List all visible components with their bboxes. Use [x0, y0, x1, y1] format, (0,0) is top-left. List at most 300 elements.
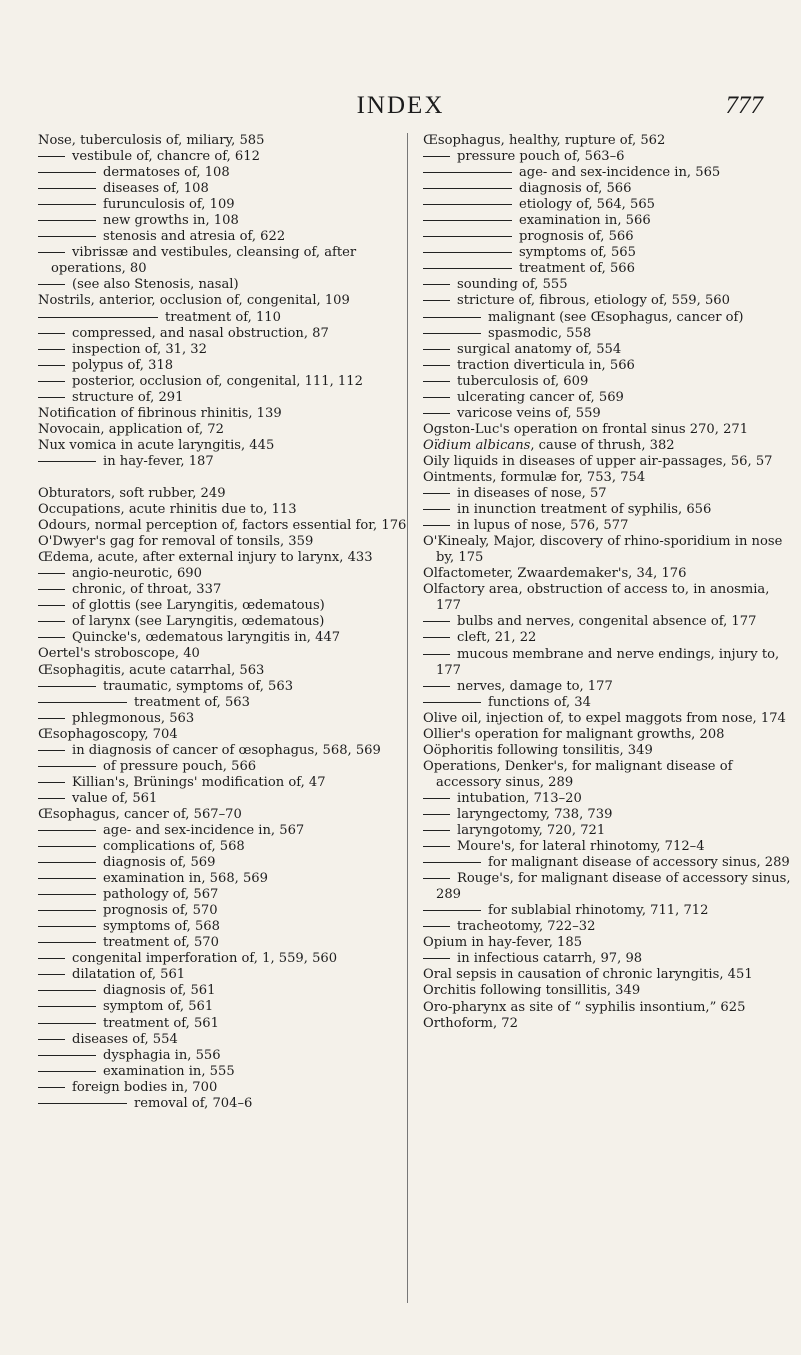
repeat-dash	[423, 413, 450, 414]
entry-text: examination in, 555	[103, 1063, 235, 1079]
entry-text: Novocain, application of, 72	[38, 421, 224, 437]
entry-text: tuberculosis of, 609	[457, 373, 589, 389]
index-entry	[38, 630, 408, 646]
entry-text: surgical anatomy of, 554	[457, 341, 622, 357]
index-entry	[38, 197, 408, 213]
index-entry	[38, 1032, 408, 1048]
index-entry	[423, 518, 793, 534]
index-entry	[38, 550, 408, 566]
repeat-dash	[38, 461, 96, 462]
index-entry	[423, 438, 793, 454]
repeat-dash	[38, 718, 65, 719]
repeat-dash	[423, 846, 450, 847]
index-entry	[38, 566, 408, 582]
index-entry	[423, 759, 793, 791]
entry-text: age- and sex-incidence in, 565	[519, 165, 721, 181]
index-entry	[423, 1000, 793, 1016]
index-entry	[38, 245, 408, 277]
repeat-dash	[38, 910, 96, 911]
entry-text: value of, 561	[72, 790, 158, 806]
entry-text: Notification of fibrinous rhinitis, 139	[38, 405, 282, 421]
page-number: 777	[725, 92, 763, 119]
entry-text: of glottis (see Laryngitis, œdematous)	[72, 598, 325, 614]
repeat-dash	[38, 637, 65, 638]
repeat-dash	[423, 365, 450, 366]
entry-text: Œsophagus, cancer of, 567–70	[38, 806, 242, 822]
index-entry	[38, 614, 408, 630]
index-entry	[423, 951, 793, 967]
entry-text: for sublabial rhinotomy, 711, 712	[488, 903, 709, 919]
repeat-dash	[38, 204, 96, 205]
entry-text: inspection of, 31, 32	[72, 341, 207, 357]
index-entry	[423, 390, 793, 406]
repeat-dash	[38, 1087, 65, 1088]
entry-text: (see also Stenosis, nasal)	[72, 277, 239, 293]
entry-text: dilatation of, 561	[72, 967, 186, 983]
index-entry	[38, 213, 408, 229]
index-entry	[38, 374, 408, 390]
index-entry	[38, 342, 408, 358]
entry-text: Rouge's, for malignant disease of accessory sinus, 289	[436, 871, 791, 903]
index-entry	[38, 759, 408, 775]
repeat-dash	[38, 1006, 96, 1007]
repeat-dash	[423, 236, 512, 237]
repeat-dash	[38, 1023, 96, 1024]
index-entry	[38, 1096, 408, 1112]
entry-text: in inunction treatment of syphilis, 656	[457, 502, 712, 518]
index-entry	[423, 630, 793, 646]
index-entry	[38, 967, 408, 983]
entry-text: Killian's, Brünings' modification of, 47	[72, 774, 326, 790]
repeat-dash	[38, 766, 96, 767]
entry-text: Nostrils, anterior, occlusion of, congenital, 109	[38, 293, 350, 309]
repeat-dash	[38, 333, 65, 334]
index-entry	[38, 598, 408, 614]
entry-text: bulbs and nerves, congenital absence of, 177	[457, 614, 757, 630]
repeat-dash	[38, 621, 65, 622]
repeat-dash	[423, 958, 450, 959]
index-entry	[423, 823, 793, 839]
entry-text: functions of, 34	[488, 694, 591, 710]
index-entry	[38, 277, 408, 293]
entry-text: prognosis of, 570	[103, 903, 218, 919]
index-entry	[38, 807, 408, 823]
repeat-dash	[423, 862, 481, 863]
entry-text: stricture of, fibrous, etiology of, 559, 560	[457, 293, 730, 309]
index-entry	[423, 534, 793, 566]
entry-text: Moure's, for lateral rhinotomy, 712–4	[457, 839, 705, 855]
index-entry	[423, 903, 793, 919]
index-entry	[38, 326, 408, 342]
entry-text: mucous membrane and nerve endings, injury to, 177	[436, 646, 780, 678]
repeat-dash	[38, 782, 65, 783]
index-entry	[38, 1048, 408, 1064]
entry-text: Œdema, acute, after external injury to larynx, 433	[38, 550, 373, 566]
repeat-dash	[423, 926, 450, 927]
entry-text: in infectious catarrh, 97, 98	[457, 951, 643, 967]
repeat-dash	[38, 220, 96, 221]
index-entry	[423, 470, 793, 486]
index-entry	[423, 406, 793, 422]
index-entry	[38, 983, 408, 999]
index-entry	[423, 967, 793, 983]
entry-text: spasmodic, 558	[488, 325, 592, 341]
entry-text: traumatic, symptoms of, 563	[103, 678, 294, 694]
entry-text: Œsophagitis, acute catarrhal, 563	[38, 662, 265, 678]
entry-text: Orthoform, 72	[423, 1015, 518, 1031]
repeat-dash	[423, 686, 450, 687]
entry-text: treatment of, 561	[103, 1015, 219, 1031]
entry-text: stenosis and atresia of, 622	[103, 229, 286, 245]
entry-text: vestibule of, chancre of, 612	[72, 149, 260, 165]
repeat-dash	[38, 798, 65, 799]
entry-text: Quincke's, œdematous laryngitis in, 447	[72, 630, 341, 646]
entry-text: nerves, damage to, 177	[457, 678, 613, 694]
entry-text: Olfactory area, obstruction of access to, in anosmia, 177	[423, 582, 770, 614]
index-entry	[38, 438, 408, 454]
repeat-dash	[423, 317, 481, 318]
repeat-dash	[423, 814, 450, 815]
repeat-dash	[423, 910, 481, 911]
index-entry	[423, 181, 793, 197]
index-entry	[38, 1080, 408, 1096]
repeat-dash	[423, 525, 450, 526]
index-entry	[423, 695, 793, 711]
repeat-dash	[423, 204, 512, 205]
entry-text: examination in, 566	[519, 213, 651, 229]
repeat-dash	[38, 830, 96, 831]
entry-text: Ointments, formulæ for, 753, 754	[423, 469, 646, 485]
index-entry	[38, 823, 408, 839]
index-entry	[423, 245, 793, 261]
entry-text: pressure pouch of, 563–6	[457, 149, 625, 165]
repeat-dash	[38, 349, 65, 350]
index-entry	[38, 406, 408, 422]
entry-text: intubation, 713–20	[457, 790, 582, 806]
repeat-dash	[38, 573, 65, 574]
repeat-dash	[38, 846, 96, 847]
entry-text: Opium in hay-fever, 185	[423, 935, 583, 951]
index-entry	[423, 374, 793, 390]
index-entry	[423, 727, 793, 743]
index-entry	[38, 133, 408, 149]
index-entry	[423, 983, 793, 999]
entry-text: treatment of, 110	[165, 309, 281, 325]
repeat-dash	[423, 702, 481, 703]
index-entry	[38, 310, 408, 326]
entry-text: cleft, 21, 22	[457, 630, 537, 646]
entry-text: vibrissæ and vestibules, cleansing of, after operations, 80	[51, 245, 357, 277]
entry-text: pathology of, 567	[103, 887, 219, 903]
entry-text: polypus of, 318	[72, 357, 174, 373]
index-entry	[38, 711, 408, 727]
repeat-dash	[38, 252, 65, 253]
index-entry	[38, 1064, 408, 1080]
entry-text: Odours, normal perception of, factors essential for, 176	[38, 518, 407, 534]
index-entry	[423, 582, 793, 614]
repeat-dash	[38, 172, 96, 173]
entry-text: Olive oil, injection of, to expel maggots from nose, 174	[423, 710, 786, 726]
page-header	[0, 92, 801, 126]
index-entry	[38, 486, 408, 502]
entry-text: Oral sepsis in causation of chronic laryngitis, 451	[423, 967, 753, 983]
index-entry	[38, 1016, 408, 1032]
index-entry	[423, 310, 793, 326]
column-divider	[407, 133, 408, 1303]
repeat-dash	[38, 1039, 65, 1040]
repeat-dash	[423, 493, 450, 494]
repeat-dash	[423, 300, 450, 301]
index-entry	[38, 502, 408, 518]
entry-text: Occupations, acute rhinitis due to, 113	[38, 502, 297, 518]
index-entry	[38, 695, 408, 711]
repeat-dash	[423, 621, 450, 622]
index-entry	[38, 646, 408, 662]
index-entry	[38, 518, 408, 534]
repeat-dash	[38, 862, 96, 863]
entry-text: tracheotomy, 722–32	[457, 919, 596, 935]
repeat-dash	[38, 284, 65, 285]
repeat-dash	[38, 188, 96, 189]
index-entry	[423, 614, 793, 630]
entry-text: ulcerating cancer of, 569	[457, 389, 624, 405]
repeat-dash	[423, 878, 450, 879]
index-entry	[423, 871, 793, 903]
index-entry	[38, 903, 408, 919]
repeat-dash	[38, 894, 96, 895]
entry-text: in lupus of nose, 576, 577	[457, 518, 629, 534]
entry-text: diseases of, 108	[103, 181, 209, 197]
index-column-left	[38, 133, 408, 1112]
repeat-dash	[38, 397, 65, 398]
entry-text: diagnosis of, 566	[519, 181, 632, 197]
index-entry	[38, 390, 408, 406]
index-entry	[423, 807, 793, 823]
index-entry	[423, 743, 793, 759]
entry-text: Oily liquids in diseases of upper air-passages, 56, 57	[423, 453, 773, 469]
repeat-dash	[38, 702, 127, 703]
entry-text: Œsophagus, healthy, rupture of, 562	[423, 133, 666, 148]
entry-text: laryngectomy, 738, 739	[457, 806, 613, 822]
index-entry	[38, 422, 408, 438]
entry-text: Ollier's operation for malignant growths, 208	[423, 726, 725, 742]
repeat-dash	[423, 252, 512, 253]
repeat-dash	[423, 830, 450, 831]
repeat-dash	[423, 349, 450, 350]
entry-text: Nose, tuberculosis of, miliary, 585	[38, 133, 265, 148]
repeat-dash	[423, 188, 512, 189]
entry-text: dermatoses of, 108	[103, 165, 230, 181]
index-entry	[423, 791, 793, 807]
repeat-dash	[38, 365, 65, 366]
entry-text: sounding of, 555	[457, 277, 568, 293]
entry-text: laryngotomy, 720, 721	[457, 823, 606, 839]
entry-text: examination in, 568, 569	[103, 871, 268, 887]
entry-text: symptoms of, 568	[103, 919, 220, 935]
repeat-dash	[38, 381, 65, 382]
entry-text: Operations, Denker's, for malignant disease of accessory sinus, 289	[423, 758, 733, 790]
entry-text: chronic, of throat, 337	[72, 582, 222, 598]
entry-text: varicose veins of, 559	[457, 405, 601, 421]
entry-text: diagnosis of, 569	[103, 855, 216, 871]
repeat-dash	[423, 172, 512, 173]
index-entry	[38, 887, 408, 903]
entry-text: dysphagia in, 556	[103, 1047, 221, 1063]
repeat-dash	[38, 926, 96, 927]
entry-text: Olfactometer, Zwaardemaker's, 34, 176	[423, 566, 687, 582]
index-entry	[38, 149, 408, 165]
repeat-dash	[38, 958, 65, 959]
entry-text: of larynx (see Laryngitis, œdematous)	[72, 614, 325, 630]
index-entry	[38, 229, 408, 245]
entry-text: removal of, 704–6	[134, 1095, 253, 1111]
repeat-dash	[423, 509, 450, 510]
entry-text: diagnosis of, 561	[103, 983, 216, 999]
index-entry	[423, 149, 793, 165]
index-entry	[38, 663, 408, 679]
index-entry	[38, 935, 408, 951]
repeat-dash	[423, 798, 450, 799]
entry-text: posterior, occlusion of, congenital, 111, 112	[72, 373, 363, 389]
index-entry	[423, 855, 793, 871]
entry-text: in diseases of nose, 57	[457, 486, 607, 502]
entry-text: symptoms of, 565	[519, 245, 636, 261]
entry-text: new growths in, 108	[103, 213, 239, 229]
index-entry	[38, 727, 408, 743]
repeat-dash	[38, 1071, 96, 1072]
index-entry	[423, 647, 793, 679]
index-entry	[423, 566, 793, 582]
entry-text: treatment of, 566	[519, 261, 635, 277]
entry-text: angio-neurotic, 690	[72, 566, 202, 582]
entry-text: compressed, and nasal obstruction, 87	[72, 325, 329, 341]
repeat-dash	[423, 381, 450, 382]
entry-text: Œsophagoscopy, 704	[38, 726, 178, 742]
index-entry	[423, 213, 793, 229]
entry-text: congenital imperforation of, 1, 559, 560	[72, 951, 338, 967]
index-entry	[423, 839, 793, 855]
repeat-dash	[38, 1103, 127, 1104]
index-entry	[38, 999, 408, 1015]
repeat-dash	[423, 397, 450, 398]
entry-text: Ogston-Luc's operation on frontal sinus 270, 271	[423, 421, 749, 437]
repeat-dash	[38, 990, 96, 991]
index-entry	[423, 326, 793, 342]
index-entry	[423, 293, 793, 309]
entry-text: furunculosis of, 109	[103, 197, 235, 213]
entry-text: Oïdium albicans, cause of thrush, 382	[423, 437, 675, 453]
entry-text: traction diverticula in, 566	[457, 357, 635, 373]
repeat-dash	[423, 654, 450, 655]
index-entry	[38, 871, 408, 887]
index-entry	[423, 133, 793, 149]
index-entry	[423, 502, 793, 518]
index-entry	[423, 229, 793, 245]
entry-text: age- and sex-incidence in, 567	[103, 822, 305, 838]
index-entry	[38, 919, 408, 935]
index-entry	[38, 181, 408, 197]
index-entry	[38, 358, 408, 374]
repeat-dash	[38, 605, 65, 606]
repeat-dash	[423, 220, 512, 221]
entry-text: O'Dwyer's gag for removal of tonsils, 359	[38, 534, 314, 550]
index-entry	[423, 919, 793, 935]
entry-text: in diagnosis of cancer of œsophagus, 568, 569	[72, 742, 381, 758]
repeat-dash	[423, 333, 481, 334]
entry-text: treatment of, 570	[103, 935, 219, 951]
index-entry	[38, 775, 408, 791]
repeat-dash	[38, 942, 96, 943]
entry-text: Oro-pharynx as site of “ syphilis insontium,” 625	[423, 999, 746, 1015]
entry-text: for malignant disease of accessory sinus, 289	[488, 855, 790, 871]
index-entry	[423, 711, 793, 727]
index-entry	[423, 935, 793, 951]
repeat-dash	[38, 686, 96, 687]
repeat-dash	[38, 236, 96, 237]
index-entry	[423, 342, 793, 358]
index-entry	[423, 486, 793, 502]
entry-text: malignant (see Œsophagus, cancer of)	[488, 309, 744, 325]
entry-text: Orchitis following tonsillitis, 349	[423, 983, 641, 999]
letter-gap	[38, 470, 408, 486]
index-entry	[38, 791, 408, 807]
entry-text: etiology of, 564, 565	[519, 197, 655, 213]
index-entry	[423, 454, 793, 470]
entry-text: diseases of, 554	[72, 1031, 178, 1047]
repeat-dash	[38, 750, 65, 751]
entry-text: of pressure pouch, 566	[103, 758, 257, 774]
page-title: INDEX	[356, 92, 445, 119]
entry-text: foreign bodies in, 700	[72, 1079, 218, 1095]
index-entry	[38, 839, 408, 855]
repeat-dash	[38, 156, 65, 157]
index-entry	[38, 855, 408, 871]
index-entry	[423, 1016, 793, 1032]
index-entry	[423, 197, 793, 213]
entry-text: structure of, 291	[72, 389, 184, 405]
entry-text: Nux vomica in acute laryngitis, 445	[38, 437, 275, 453]
index-entry	[38, 679, 408, 695]
entry-text: in hay-fever, 187	[103, 453, 214, 469]
repeat-dash	[423, 268, 512, 269]
index-entry	[423, 679, 793, 695]
index-entry	[423, 422, 793, 438]
index-entry	[38, 165, 408, 181]
repeat-dash	[38, 974, 65, 975]
entry-text: phlegmonous, 563	[72, 710, 195, 726]
repeat-dash	[38, 878, 96, 879]
entry-text: symptom of, 561	[103, 999, 214, 1015]
entry-text: Obturators, soft rubber, 249	[38, 485, 226, 501]
repeat-dash	[423, 156, 450, 157]
index-entry	[423, 165, 793, 181]
index-entry	[38, 582, 408, 598]
repeat-dash	[423, 637, 450, 638]
entry-text: complications of, 568	[103, 839, 245, 855]
index-entry	[423, 261, 793, 277]
entry-text: Oöphoritis following tonsilitis, 349	[423, 742, 653, 758]
repeat-dash	[38, 589, 65, 590]
entry-text: treatment of, 563	[134, 694, 250, 710]
entry-text: O'Kinealy, Major, discovery of rhino-sporidium in nose by, 175	[423, 534, 783, 566]
repeat-dash	[38, 317, 158, 318]
index-entry	[38, 951, 408, 967]
index-entry	[38, 534, 408, 550]
repeat-dash	[38, 1055, 96, 1056]
index-entry	[38, 454, 408, 470]
repeat-dash	[423, 284, 450, 285]
entry-text: prognosis of, 566	[519, 229, 634, 245]
